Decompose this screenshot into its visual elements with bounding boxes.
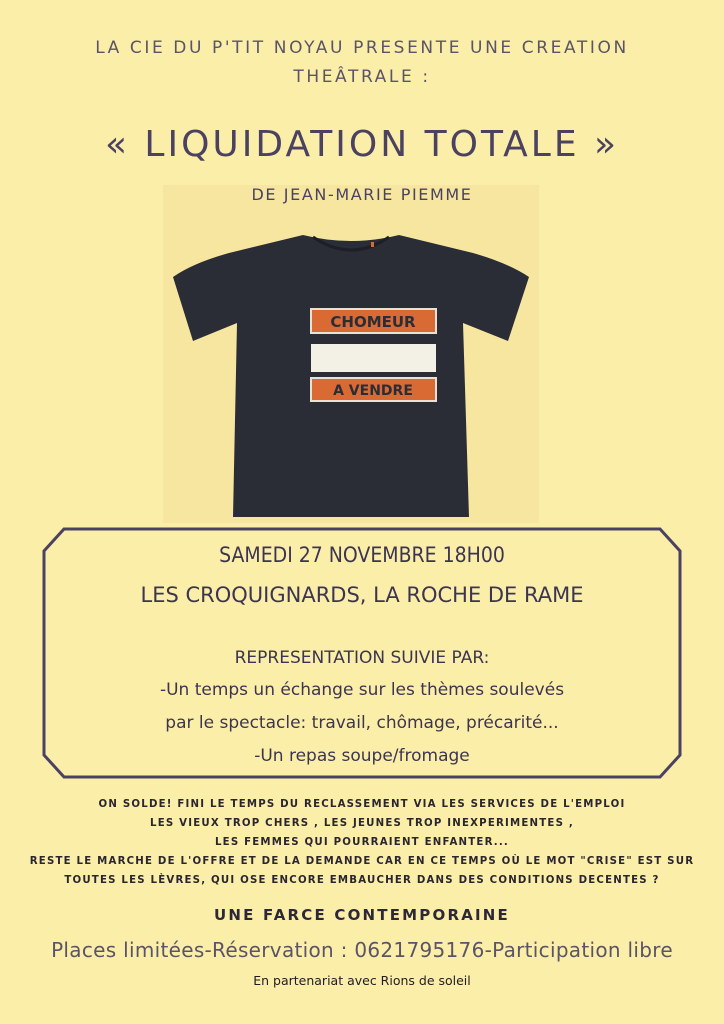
synopsis-text [0,795,724,890]
followed-by-heading: REPRESENTATION SUIVIE PAR: [234,648,490,668]
tshirt-pin [371,242,374,247]
presents-line-1: LA CIE DU P'TIT NOYAU PRESENTE UNE CREATION [95,38,629,58]
event-place: LES CROQUIGNARDS, LA ROCHE DE RAME [140,583,584,607]
synopsis-line: LES FEMMES QUI POURRAIENT ENFANTER... [214,837,510,848]
booking-line: Places limitées-Réservation : 0621795176-Participation libre [51,938,673,962]
label-blank [311,344,436,372]
label-top-text: CHOMEUR [330,313,416,331]
partner-line: En partenariat avec Rions de soleil [253,973,471,988]
followed-item-2: par le spectacle: travail, chômage, précarité... [165,713,559,733]
synopsis-line: LES VIEUX TROP CHERS , LES JEUNES TROP INEXPERIMENTES , [150,818,574,829]
play-title: « LIQUIDATION TOTALE » [104,124,620,165]
presents-line-2: THEÂTRALE : [293,67,431,87]
synopsis-line: TOUTES LES LÈVRES, QUI OSE ENCORE EMBAUCHER DANS DES CONDITIONS DECENTES ? [64,875,660,886]
synopsis-line: RESTE LE MARCHE DE L'OFFRE ET DE LA DEMANDE CAR EN CE TEMPS OÙ LE MOT "CRISE" EST SUR [29,856,695,867]
tshirt-image [163,185,539,523]
event-date: SAMEDI 27 NOVEMBRE 18H00 [219,543,505,567]
synopsis-line: ON SOLDE! FINI LE TEMPS DU RECLASSEMENT VIA LES SERVICES DE L'EMPLOI [98,799,626,810]
tshirt-illustration [163,185,539,523]
author-line: DE JEAN-MARIE PIEMME [251,185,473,204]
followed-item-1: -Un temps un échange sur les thèmes soulevés [159,680,565,700]
genre-line: UNE FARCE CONTEMPORAINE [214,906,510,924]
presents-line [0,34,724,92]
followed-item-3: -Un repas soupe/fromage [254,746,470,766]
label-bottom-text: A VENDRE [333,383,413,399]
